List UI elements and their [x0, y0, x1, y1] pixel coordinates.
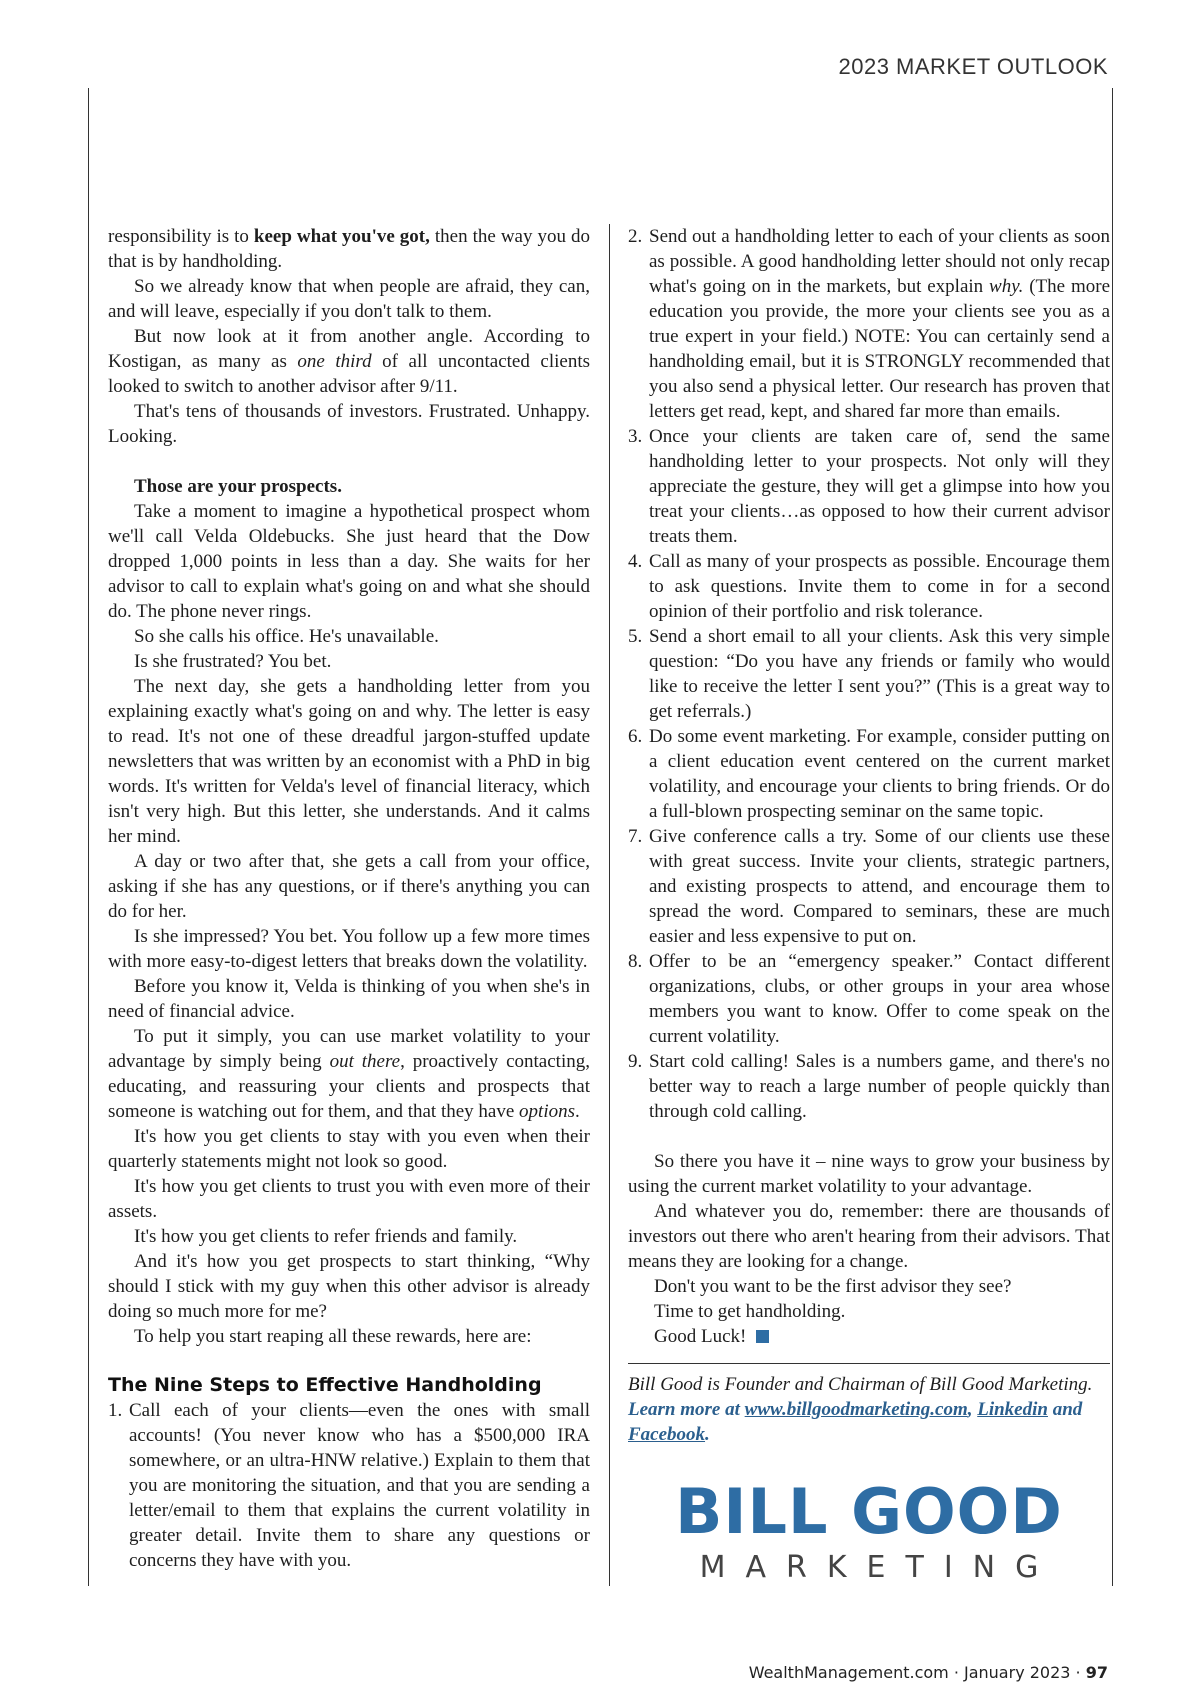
linkedin-link[interactable]: Linkedin [977, 1399, 1048, 1420]
paragraph: Time to get handholding. [654, 1301, 846, 1322]
list-item: 7. Give conference calls a try. Some of our clients use these with great success. Invite your clients, strategic partners, and existing prospects to attend, and encourage them to spread the word. Compared to seminars, these are much easier and less expensive to put on. [628, 826, 1110, 947]
emphasis-bold: keep what you've got, [253, 226, 430, 247]
right-column [628, 224, 1110, 1585]
paragraph: So she calls his office. He's unavailable. [134, 626, 439, 647]
paragraph: A day or two after that, she gets a call from your office, asking if she has any questions, or if there's anything you can do for her. [108, 851, 590, 922]
end-mark-square-icon [756, 1330, 769, 1343]
section-heading: The Nine Steps to Effective Handholding [108, 1374, 542, 1396]
bio-divider [628, 1363, 1110, 1364]
learn-more: Learn more at www.billgoodmarketing.com, Linkedin and Facebook. [628, 1399, 1083, 1445]
list-item: 3. Once your clients are taken care of, send the same handholding letter to your prospects. Not only will they appreciate the gesture, they will get a glimpse into how you treat your clients…as opposed to how their current advisor treats them. [628, 426, 1110, 547]
website-link[interactable]: www.billgoodmarketing.com [744, 1399, 968, 1420]
emphasis-italic: one third [297, 351, 372, 372]
paragraph: To help you start reaping all these rewards, here are: [134, 1326, 532, 1347]
paragraph: And it's how you get prospects to start thinking, “Why should I stick with my guy when this other advisor is already doing so much more for me? [108, 1251, 590, 1322]
logo-subtitle: MARKETING [699, 1550, 1059, 1585]
steps-list [628, 224, 1110, 1124]
facebook-link[interactable]: Facebook [628, 1424, 706, 1445]
list-item: 4. Call as many of your prospects as possible. Encourage them to ask questions. Invite them to come in for a second opinion of their portfolio and risk tolerance. [628, 551, 1110, 622]
paragraph: Is she frustrated? You bet. [134, 651, 332, 672]
left-margin-rule [88, 88, 89, 1586]
list-item: 2. Send out a handholding letter to each of your clients as soon as possible. A good handholding letter should not only recap what's going on in the markets, but explain why. (The more education you provide, the more your clients see you as a true expert in your field.) NOTE: You can certainly send a handholding email, but it is STRONGLY recommended that you also send a physical letter. Our research has proven that letters get read, kept, and shared far more than emails. [628, 226, 1110, 422]
paragraph: And whatever you do, remember: there are thousands of investors out there who aren't hearing from their advisors. That means they are looking for a change. [628, 1201, 1110, 1272]
paragraph: Before you know it, Velda is thinking of you when she's in need of financial advice. [108, 976, 590, 1022]
list-item: 9. Start cold calling! Sales is a numbers game, and there's no better way to reach a large number of people quickly than through cold calling. [628, 1051, 1110, 1122]
left-column [108, 224, 590, 1573]
section-header: 2023 MARKET OUTLOOK [838, 54, 1108, 79]
paragraph: Take a moment to imagine a hypothetical prospect whom we'll call Velda Oldebucks. She just heard that the Dow dropped 1,000 points in less than a day. She waits for her advisor to call to explain what's going on and what she should do. The phone never rings. [108, 501, 590, 622]
paragraph: The next day, she gets a handholding letter from you explaining exactly what's going on and why. The letter is easy to read. It's not one of these dreadful jargon-stuffed update newsletters that was written by an economist with a PhD in big words. It's written for Velda's level of financial literacy, which isn't very high. But this letter, she understands. And it calms her mind. [108, 676, 590, 847]
paragraph: So there you have it – nine ways to grow your business by using the current market volatility to your advantage. [628, 1151, 1110, 1197]
column-divider [609, 224, 610, 1586]
paragraph: That's tens of thousands of investors. Frustrated. Unhappy. Looking. [108, 401, 590, 447]
paragraph: Don't you want to be the first advisor they see? [654, 1276, 1012, 1297]
subheading-bold: Those are your prospects. [134, 476, 342, 497]
paragraph: It's how you get clients to stay with you even when their quarterly statements might not look so good. [108, 1126, 590, 1172]
list-item: 5. Send a short email to all your clients. Ask this very simple question: “Do you have any friends or family who would like to receive the letter I sent you?” (This is a great way to get referrals.) [628, 626, 1110, 722]
paragraph: So we already know that when people are afraid, they can, and will leave, especially if you don't talk to them. [108, 276, 590, 322]
footer-date: January 2023 [964, 1663, 1071, 1682]
page-footer: WealthManagement.com · January 2023 · 97 [748, 1663, 1108, 1682]
bill-good-marketing-logo [628, 1475, 1110, 1585]
footer-site: WealthManagement.com [748, 1663, 949, 1682]
right-margin-rule [1112, 88, 1113, 1586]
paragraph: Good Luck! [628, 1324, 1110, 1349]
logo-wordmark: BILL GOOD [675, 1475, 1063, 1548]
paragraph: To put it simply, you can use market volatility to your advantage by simply being out there, proactively contacting, educating, and reassuring your clients and prospects that someone is watching out for them, and that they have options. [108, 1026, 590, 1122]
list-item: 8. Offer to be an “emergency speaker.” Contact different organizations, clubs, or other groups in your area whose members you want to know. Offer to come speak on the current volatility. [628, 951, 1110, 1047]
paragraph: responsibility is to keep what you've got, then the way you do that is by handholding. [108, 226, 590, 272]
paragraph: Is she impressed? You bet. You follow up a few more times with more easy-to-digest letters that breaks down the volatility. [108, 926, 590, 972]
page-number: 97 [1085, 1663, 1108, 1682]
list-item: 1. Call each of your clients—even the ones with small accounts! (You never know who has a $500,000 IRA somewhere, or an ultra-HNW relative.) Explain to them that you are monitoring the situation, and that you are sending a letter/email to them that explains the current volatility in greater detail. Invite them to share any questions or concerns they have with you. [108, 1400, 590, 1571]
paragraph: But now look at it from another angle. According to Kostigan, as many as one third of all uncontacted clients looked to switch to another advisor after 9/11. [108, 326, 590, 397]
list-item: 6. Do some event marketing. For example, consider putting on a client education event centered on the current market volatility, and encourage your clients to bring friends. Or do a full-blown prospecting seminar on the same topic. [628, 726, 1110, 822]
author-bio: Bill Good is Founder and Chairman of Bill Good Marketing. [628, 1374, 1093, 1395]
steps-list [108, 1398, 590, 1573]
paragraph: It's how you get clients to refer friends and family. [134, 1226, 518, 1247]
paragraph: It's how you get clients to trust you with even more of their assets. [108, 1176, 590, 1222]
